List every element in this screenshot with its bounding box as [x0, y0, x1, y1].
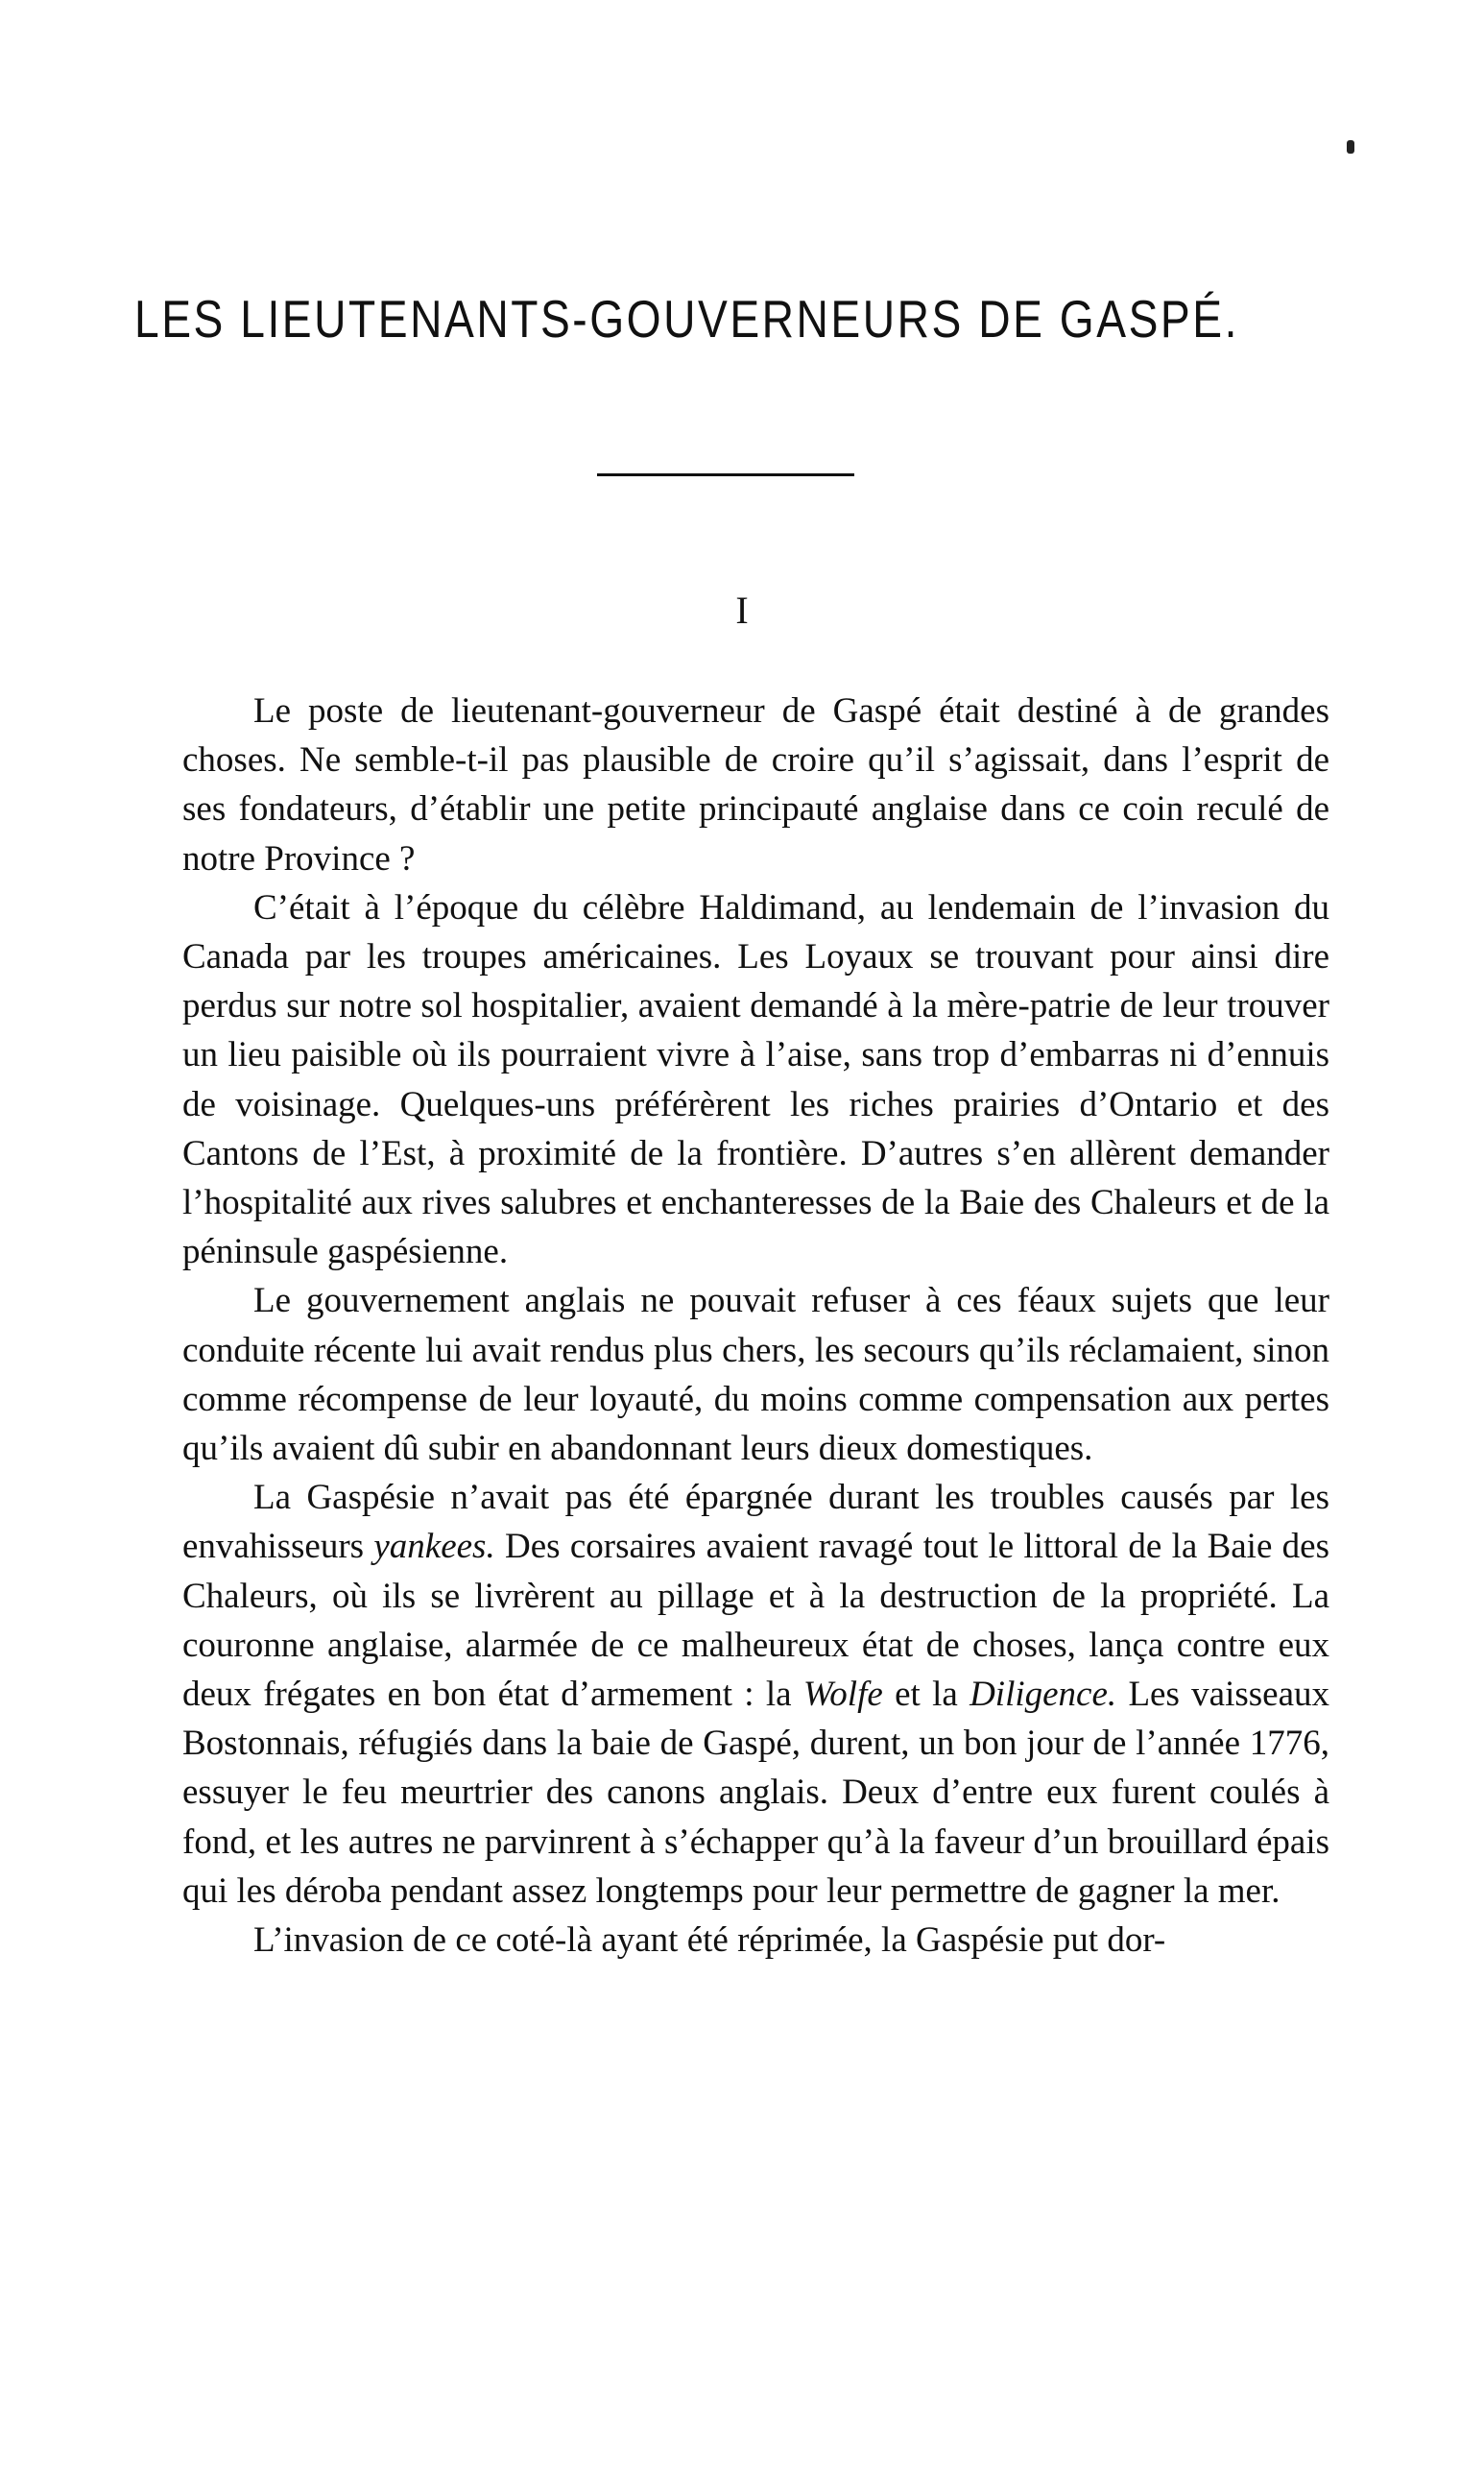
page-title: LES LIEUTENANTS-GOUVERNEURS DE GASPÉ. [134, 289, 1239, 349]
paragraph-4-part-1: La Gaspésie n’avait pas été épargnée durant les troubles causés par les envahisseurs [182, 1478, 1329, 1567]
paragraph-4-part-3: et la [882, 1675, 970, 1715]
paragraph-3: Le gouvernement anglais ne pouvait refuser à ces féaux sujets que leur conduite récente lui avait rendus plus chers, les secours qu’ils réclamaient, sinon comme récompense de leur loyauté, du moins comme compensation aux pertes qu’ils avaient dû subir en abandonnant leurs dieux domestiques. [182, 1281, 1329, 1469]
section-number: I [735, 589, 749, 632]
title-divider [597, 473, 854, 476]
paragraph-4-italic-wolfe: Wolfe [802, 1675, 883, 1715]
paragraph-2: C’était à l’époque du célèbre Haldimand, au lendemain de l’invasion du Canada par les troupes américaines. Les Loyaux se trouvant pour ainsi dire perdus sur notre sol hospitalier, avaient demandé à la mère-patrie de leur trouver un lieu paisible où ils pourraient vivre à l’aise, sans trop d’embarras ni d’ennuis de voisinage. Quelques-uns préférèrent les riches prairies d’Ontario et des Cantons de l’Est, à proximité de la frontière. D’autres s’en allèrent demander l’hospitalité aux rives salubres et enchanteresses de la Baie des Chaleurs et de la péninsule gaspésienne. [182, 887, 1329, 1272]
paragraph-1: Le poste de lieutenant-gouverneur de Gaspé était destiné à de grandes choses. Ne semble-t-il pas plausible de croire qu’il s’agissait, dans l’esprit de ses fondateurs, d’établir une petite principauté anglaise dans ce coin reculé de notre Province ? [182, 691, 1329, 879]
paragraph-5: L’invasion de ce coté-là ayant été réprimée, la Gaspésie put dor- [253, 1920, 1166, 1961]
paragraph-4 [182, 1473, 1329, 1916]
ink-mark [1347, 140, 1354, 154]
paragraph-4-part-2: Des corsaires avaient ravagé tout le littoral de la Baie des Chaleurs, où ils se livrèrent au pillage et à la destruction de la propriété. La couronne anglaise, alarmée de ce malheureux état de choses, lança contre eux deux frégates en bon état d’armement : la [182, 1527, 1329, 1715]
paragraph-4-italic-diligence: Diligence. [969, 1675, 1117, 1715]
body-text [182, 687, 1329, 1965]
paragraph-4-italic-yankees: yankees. [373, 1527, 495, 1567]
paragraph-4-part-4: Les vaisseaux Bostonnais, réfugiés dans la baie de Gaspé, durent, un bon jour de l’année 1776, essuyer le feu meurtrier des canons anglais. Deux d’entre eux furent coulés à fond, et les autres ne parvinrent à s’échapper qu’à la faveur d’un brouillard épais qui les déroba pendant assez longtemps pour leur permettre de gagner la mer. [182, 1675, 1329, 1911]
